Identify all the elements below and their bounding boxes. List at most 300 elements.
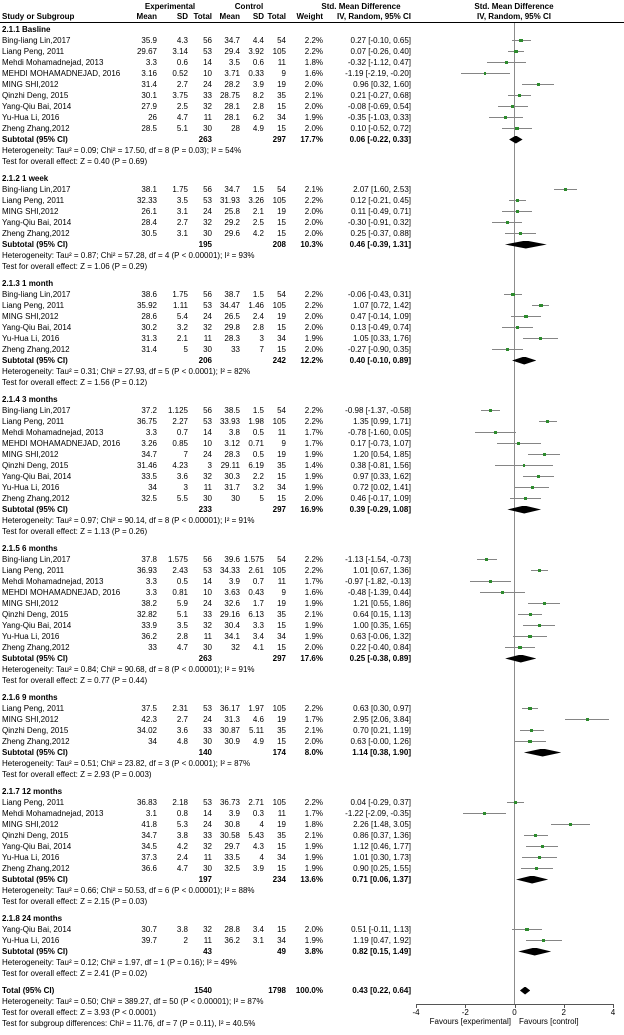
study-row xyxy=(0,819,624,830)
cell-se: 3.1 xyxy=(176,229,188,238)
cell-nc: 15 xyxy=(277,643,286,652)
cell-ne: 11 xyxy=(203,853,212,862)
cell-ci: 0.07 [-0.26, 0.40] xyxy=(350,47,411,56)
cell-ne: 53 xyxy=(203,417,212,426)
section-title: 2.1.6 9 months xyxy=(2,693,58,702)
cell-ci: 0.82 [0.15, 1.49] xyxy=(352,947,411,956)
effect-marker xyxy=(543,602,546,605)
cell-se: 3.5 xyxy=(176,621,188,630)
cell-w: 2.1% xyxy=(304,726,323,735)
cell-ci: 0.43 [0.22, 0.64] xyxy=(352,986,411,995)
effect-marker xyxy=(538,569,542,573)
cell-ci: 0.64 [0.15, 1.13] xyxy=(353,610,411,619)
overall-test-row xyxy=(0,896,624,907)
cell-nc: 11 xyxy=(277,58,286,67)
cell-w: 2.0% xyxy=(304,323,323,332)
study-label: Yu-Hua Li, 2016 xyxy=(2,936,60,945)
study-row xyxy=(0,405,624,416)
cell-w: 2.2% xyxy=(304,196,323,205)
study-label: Qinzhi Deng, 2015 xyxy=(2,726,69,735)
cell-ne: 24 xyxy=(203,207,212,216)
cell-sc: 2.5 xyxy=(252,218,264,227)
cell-nc: 174 xyxy=(272,748,286,757)
cell-se: 2.5 xyxy=(176,102,188,111)
cell-ne: 11 xyxy=(203,632,212,641)
cell-ne: 30 xyxy=(203,864,212,873)
study-label: Zheng Zhang,2012 xyxy=(2,124,70,133)
cell-w: 1.6% xyxy=(304,69,323,78)
cell-w: 1.9% xyxy=(304,599,323,608)
study-row xyxy=(0,46,624,57)
cell-w: 2.0% xyxy=(304,102,323,111)
header-mean-experimental: Mean xyxy=(136,12,157,21)
subtotal-row xyxy=(0,874,624,885)
cell-me: 33 xyxy=(148,643,157,652)
header-control: Control xyxy=(234,2,264,11)
cell-mc: 3.63 xyxy=(224,588,240,597)
cell-me: 33.5 xyxy=(141,472,157,481)
subtotal-row xyxy=(0,239,624,250)
effect-marker xyxy=(542,939,545,942)
header-rule xyxy=(0,22,624,23)
cell-se: 4.2 xyxy=(176,842,188,851)
study-row xyxy=(0,482,624,493)
cell-me: 34.7 xyxy=(141,450,157,459)
effect-marker xyxy=(506,221,509,224)
cell-mc: 3.8 xyxy=(228,428,240,437)
study-row xyxy=(0,935,624,946)
cell-nc: 19 xyxy=(277,80,286,89)
cell-me: 36.6 xyxy=(141,864,157,873)
cell-mc: 28.1 xyxy=(224,113,240,122)
section-title-row xyxy=(0,278,624,289)
cell-w: 2.1% xyxy=(304,185,323,194)
cell-mc: 32.5 xyxy=(224,864,240,873)
effect-marker xyxy=(524,315,527,318)
study-label: Qinzhi Deng, 2015 xyxy=(2,610,69,619)
effect-marker xyxy=(516,199,520,203)
cell-ne: 195 xyxy=(198,240,212,249)
cell-ci: -0.97 [-1.82, -0.13] xyxy=(345,577,411,586)
study-row xyxy=(0,195,624,206)
cell-nc: 19 xyxy=(277,820,286,829)
cell-me: 31.4 xyxy=(141,345,157,354)
cell-me: 32.33 xyxy=(136,196,157,205)
cell-me: 31.46 xyxy=(136,461,157,470)
cell-ne: 32 xyxy=(203,925,212,934)
cell-me: 35.92 xyxy=(136,301,157,310)
cell-w: 2.0% xyxy=(304,925,323,934)
subtotal-row xyxy=(0,134,624,145)
cell-mc: 34.47 xyxy=(219,301,240,310)
cell-sc: 3.3 xyxy=(252,621,264,630)
cell-me: 34.7 xyxy=(141,831,157,840)
cell-ne: 14 xyxy=(203,809,212,818)
cell-nc: 19 xyxy=(277,312,286,321)
effect-marker xyxy=(531,486,534,489)
cell-me: 38.6 xyxy=(141,290,157,299)
cell-sc: 0.3 xyxy=(252,809,264,818)
cell-mc: 26.5 xyxy=(224,312,240,321)
cell-mc: 36.73 xyxy=(219,798,240,807)
cell-me: 3.3 xyxy=(145,58,157,67)
cell-se: 2.43 xyxy=(172,566,188,575)
effect-marker xyxy=(569,823,572,826)
cell-nc: 34 xyxy=(277,113,286,122)
effect-marker xyxy=(519,39,523,43)
cell-w: 13.6% xyxy=(300,875,323,884)
cell-mc: 36.2 xyxy=(224,936,240,945)
cell-ci: -0.08 [-0.69, 0.54] xyxy=(347,102,411,111)
cell-se: 5.1 xyxy=(176,124,188,133)
cell-me: 30.2 xyxy=(141,323,157,332)
cell-w: 2.0% xyxy=(304,229,323,238)
overall-test-row xyxy=(0,675,624,686)
cell-nc: 9 xyxy=(281,439,286,448)
cell-nc: 34 xyxy=(277,632,286,641)
cell-se: 4.7 xyxy=(176,864,188,873)
study-label: Yang-Qiu Bai, 2014 xyxy=(2,472,72,481)
header-smd-text-column: Std. Mean Difference xyxy=(321,2,401,11)
cell-ci: 0.38 [-0.81, 1.56] xyxy=(350,461,411,470)
effect-marker xyxy=(506,348,509,351)
cell-w: 1.9% xyxy=(304,632,323,641)
cell-se: 0.8 xyxy=(176,809,188,818)
subtotal-row xyxy=(0,504,624,515)
cell-mc: 3.71 xyxy=(224,69,240,78)
study-label: Zheng Zhang,2012 xyxy=(2,494,70,503)
total-row xyxy=(0,985,624,996)
heterogeneity-text: Heterogeneity: Tau² = 0.12; Chi² = 1.97, df = 1 (P = 0.16); I² = 49% xyxy=(2,958,237,967)
cell-ne: 11 xyxy=(203,113,212,122)
cell-nc: 49 xyxy=(277,947,286,956)
overall-test-text: Test for overall effect: Z = 3.93 (P < 0.0001) xyxy=(2,1008,157,1017)
effect-marker xyxy=(564,188,567,191)
cell-me: 31.4 xyxy=(141,80,157,89)
study-label: Yang-Qiu Bai, 2014 xyxy=(2,218,72,227)
cell-sc: 3.9 xyxy=(252,80,264,89)
cell-mc: 29.7 xyxy=(224,842,240,851)
cell-nc: 15 xyxy=(277,842,286,851)
cell-me: 26.1 xyxy=(141,207,157,216)
study-label: Yang-Qiu Bai, 2014 xyxy=(2,102,72,111)
cell-w: 2.2% xyxy=(304,301,323,310)
cell-nc: 54 xyxy=(277,185,286,194)
cell-sc: 5.43 xyxy=(248,831,264,840)
overall-test-text: Test for overall effect: Z = 2.41 (P = 0.02) xyxy=(2,969,148,978)
header-study-or-subgroup: Study or Subgroup xyxy=(2,12,75,21)
study-label: Zheng Zhang,2012 xyxy=(2,229,70,238)
overall-test-row xyxy=(0,377,624,388)
cell-se: 2.27 xyxy=(172,417,188,426)
study-row xyxy=(0,924,624,935)
cell-sc: 4.9 xyxy=(252,737,264,746)
effect-marker xyxy=(541,845,544,848)
cell-ci: 0.13 [-0.49, 0.74] xyxy=(350,323,411,332)
cell-me: 31.3 xyxy=(141,334,157,343)
overall-test-row xyxy=(0,261,624,272)
heterogeneity-row xyxy=(0,885,624,896)
cell-se: 7 xyxy=(183,450,188,459)
cell-nc: 15 xyxy=(277,472,286,481)
cell-se: 2.7 xyxy=(176,80,188,89)
cell-sc: 2.4 xyxy=(252,312,264,321)
study-label: Liang Peng, 2011 xyxy=(2,196,65,205)
cell-w: 2.0% xyxy=(304,218,323,227)
cell-nc: 15 xyxy=(277,621,286,630)
study-row xyxy=(0,322,624,333)
cell-sc: 1.7 xyxy=(252,599,264,608)
cell-sc: 4 xyxy=(259,853,264,862)
cell-nc: 15 xyxy=(277,102,286,111)
study-label: Yang-Qiu Bai, 2014 xyxy=(2,621,72,630)
cell-mc: 30.9 xyxy=(224,737,240,746)
subtotal-label: Subtotal (95% CI) xyxy=(2,356,68,365)
cell-nc: 105 xyxy=(272,704,286,713)
study-label: MING SHI,2012 xyxy=(2,715,59,724)
study-row xyxy=(0,416,624,427)
cell-ci: 2.26 [1.48, 3.05] xyxy=(353,820,411,829)
cell-nc: 1798 xyxy=(268,986,286,995)
cell-se: 0.85 xyxy=(172,439,188,448)
cell-w: 1.8% xyxy=(304,820,323,829)
cell-se: 2 xyxy=(183,936,188,945)
cell-nc: 19 xyxy=(277,715,286,724)
header-sd-experimental: SD xyxy=(176,12,188,21)
cell-nc: 234 xyxy=(272,875,286,884)
cell-se: 0.81 xyxy=(172,588,188,597)
cell-sc: 4.6 xyxy=(252,715,264,724)
cell-se: 4.8 xyxy=(176,737,188,746)
cell-ne: 56 xyxy=(203,555,212,564)
cell-mc: 38.7 xyxy=(224,290,240,299)
cell-mc: 28.3 xyxy=(224,450,240,459)
cell-w: 2.2% xyxy=(304,47,323,56)
effect-marker xyxy=(518,646,521,649)
cell-se: 2.1 xyxy=(176,334,188,343)
overall-test-row xyxy=(0,968,624,979)
cell-ci: 0.12 [-0.21, 0.45] xyxy=(350,196,411,205)
favours-experimental-label: Favours [experimental] xyxy=(429,1017,511,1026)
pooled-diamond xyxy=(518,948,551,956)
study-row xyxy=(0,228,624,239)
study-row xyxy=(0,598,624,609)
study-row xyxy=(0,471,624,482)
cell-me: 3.1 xyxy=(145,809,157,818)
cell-me: 37.3 xyxy=(141,853,157,862)
study-label: MING SHI,2012 xyxy=(2,312,59,321)
study-row xyxy=(0,79,624,90)
cell-me: 34 xyxy=(148,483,157,492)
section-title-row xyxy=(0,24,624,35)
cell-mc: 28.75 xyxy=(219,91,240,100)
cell-sc: 4.3 xyxy=(252,842,264,851)
cell-ci: 1.00 [0.35, 1.65] xyxy=(353,621,411,630)
study-label: Zheng Zhang,2012 xyxy=(2,643,70,652)
cell-w: 2.0% xyxy=(304,345,323,354)
cell-sc: 4.4 xyxy=(252,36,264,45)
cell-w: 12.2% xyxy=(300,356,323,365)
section-title: 2.1.1 Basline xyxy=(2,25,51,34)
study-label: Bing-liang Lin,2017 xyxy=(2,555,71,564)
cell-se: 3.6 xyxy=(176,726,188,735)
cell-nc: 105 xyxy=(272,566,286,575)
study-row xyxy=(0,587,624,598)
cell-sc: 1.5 xyxy=(252,406,264,415)
effect-marker xyxy=(518,94,521,97)
cell-mc: 29.8 xyxy=(224,323,240,332)
cell-ne: 56 xyxy=(203,290,212,299)
study-label: Zheng Zhang,2012 xyxy=(2,737,70,746)
cell-mc: 28 xyxy=(231,124,240,133)
cell-sc: 2.1 xyxy=(252,207,264,216)
cell-sc: 3.1 xyxy=(252,936,264,945)
axis-tick-label: -2 xyxy=(461,1008,469,1017)
cell-sc: 1.97 xyxy=(248,704,264,713)
total-label: Total (95% CI) xyxy=(2,986,55,995)
section-title-row xyxy=(0,543,624,554)
cell-ci: 0.39 [-0.29, 1.08] xyxy=(349,505,411,514)
study-row xyxy=(0,565,624,576)
study-label: Bing-liang Lin,2017 xyxy=(2,290,71,299)
cell-ne: 32 xyxy=(203,218,212,227)
cell-w: 2.2% xyxy=(304,406,323,415)
cell-nc: 15 xyxy=(277,124,286,133)
effect-marker xyxy=(539,337,542,340)
study-row xyxy=(0,184,624,195)
overall-test-text: Test for overall effect: Z = 1.56 (P = 0.12) xyxy=(2,378,148,387)
cell-ne: 33 xyxy=(203,726,212,735)
axis-tick-label: 0 xyxy=(512,1008,517,1017)
pooled-diamond xyxy=(509,136,523,144)
cell-me: 42.3 xyxy=(141,715,157,724)
cell-sc: 5 xyxy=(259,494,264,503)
effect-marker xyxy=(504,116,507,119)
study-label: MEHDI MOHAMADNEJAD, 2016 xyxy=(2,69,121,78)
cell-mc: 33.5 xyxy=(224,853,240,862)
heterogeneity-row xyxy=(0,515,624,526)
cell-mc: 33 xyxy=(231,345,240,354)
effect-marker xyxy=(514,50,518,54)
study-row xyxy=(0,703,624,714)
overall-test-text: Test for overall effect: Z = 1.13 (P = 0.26) xyxy=(2,527,148,536)
cell-w: 1.9% xyxy=(304,334,323,343)
effect-marker xyxy=(524,497,527,500)
study-row xyxy=(0,112,624,123)
study-row xyxy=(0,736,624,747)
study-label: Qinzhi Deng, 2015 xyxy=(2,91,69,100)
cell-se: 5.5 xyxy=(176,494,188,503)
study-label: Mehdi Mohamadnejad, 2013 xyxy=(2,58,104,67)
effect-marker xyxy=(537,475,540,478)
cell-nc: 105 xyxy=(272,417,286,426)
cell-nc: 15 xyxy=(277,323,286,332)
cell-ne: 32 xyxy=(203,621,212,630)
cell-ci: -0.30 [-0.91, 0.32] xyxy=(347,218,411,227)
cell-w: 10.3% xyxy=(300,240,323,249)
heterogeneity-text: Heterogeneity: Tau² = 0.50; Chi² = 389.27, df = 50 (P < 0.00001); I² = 87% xyxy=(2,997,264,1006)
cell-se: 3.2 xyxy=(176,323,188,332)
overall-test-row xyxy=(0,156,624,167)
cell-ci: -0.32 [-1.12, 0.47] xyxy=(347,58,411,67)
cell-me: 30.5 xyxy=(141,229,157,238)
cell-sc: 3 xyxy=(259,334,264,343)
cell-w: 1.8% xyxy=(304,58,323,67)
cell-ne: 53 xyxy=(203,566,212,575)
cell-me: 32.82 xyxy=(136,610,157,619)
cell-me: 38.1 xyxy=(141,185,157,194)
cell-se: 3.5 xyxy=(176,196,188,205)
cell-nc: 15 xyxy=(277,494,286,503)
cell-nc: 105 xyxy=(272,47,286,56)
cell-nc: 34 xyxy=(277,334,286,343)
study-row xyxy=(0,460,624,471)
cell-ci: 1.05 [0.33, 1.76] xyxy=(353,334,411,343)
header-total-experimental: Total xyxy=(193,12,212,21)
cell-mc: 34.1 xyxy=(224,632,240,641)
cell-ci: 1.01 [0.67, 1.36] xyxy=(353,566,411,575)
subtotal-label: Subtotal (95% CI) xyxy=(2,505,68,514)
pooled-diamond xyxy=(507,506,541,514)
subgroup-test-text: Test for subgroup differences: Chi² = 11.76, df = 7 (P = 0.11), I² = 40.5% xyxy=(2,1019,256,1028)
cell-nc: 242 xyxy=(272,356,286,365)
cell-nc: 34 xyxy=(277,853,286,862)
cell-sc: 2.71 xyxy=(248,798,264,807)
cell-w: 2.0% xyxy=(304,494,323,503)
section-title-row xyxy=(0,692,624,703)
effect-marker xyxy=(543,453,546,456)
cell-ne: 56 xyxy=(203,36,212,45)
cell-ci: 0.21 [-0.27, 0.68] xyxy=(350,91,411,100)
section-title: 2.1.8 24 months xyxy=(2,914,63,923)
cell-ne: 53 xyxy=(203,196,212,205)
effect-marker xyxy=(534,834,537,837)
cell-sc: 1.575 xyxy=(243,555,264,564)
cell-sc: 5.11 xyxy=(249,726,264,735)
subtotal-label: Subtotal (95% CI) xyxy=(2,748,68,757)
cell-mc: 29.6 xyxy=(224,229,240,238)
study-label: Mehdi Mohamadnejad, 2013 xyxy=(2,809,104,818)
subtotal-row xyxy=(0,946,624,957)
study-label: MING SHI,2012 xyxy=(2,207,59,216)
cell-nc: 15 xyxy=(277,345,286,354)
cell-ne: 10 xyxy=(203,588,212,597)
cell-ne: 24 xyxy=(203,312,212,321)
cell-se: 5.9 xyxy=(176,599,188,608)
cell-ne: 263 xyxy=(198,654,212,663)
study-label: Yu-Hua Li, 2016 xyxy=(2,334,60,343)
study-row xyxy=(0,90,624,101)
effect-marker xyxy=(529,613,532,616)
cell-nc: 34 xyxy=(277,483,286,492)
cell-se: 4.7 xyxy=(176,643,188,652)
cell-ci: 0.70 [0.21, 1.19] xyxy=(353,726,411,735)
cell-ne: 24 xyxy=(203,80,212,89)
cell-sc: 1.46 xyxy=(248,301,264,310)
cell-ci: 1.07 [0.72, 1.42] xyxy=(353,301,411,310)
effect-marker xyxy=(539,304,543,308)
effect-marker xyxy=(535,867,538,870)
section-title-row xyxy=(0,394,624,405)
effect-marker xyxy=(515,127,518,130)
cell-nc: 19 xyxy=(277,450,286,459)
cell-sc: 4.9 xyxy=(252,124,264,133)
effect-marker xyxy=(511,105,514,108)
cell-se: 3.1 xyxy=(176,207,188,216)
cell-ci: 0.51 [-0.11, 1.13] xyxy=(351,925,411,934)
overall-test-text: Test for overall effect: Z = 0.40 (P = 0.69) xyxy=(2,157,148,166)
cell-nc: 19 xyxy=(277,207,286,216)
